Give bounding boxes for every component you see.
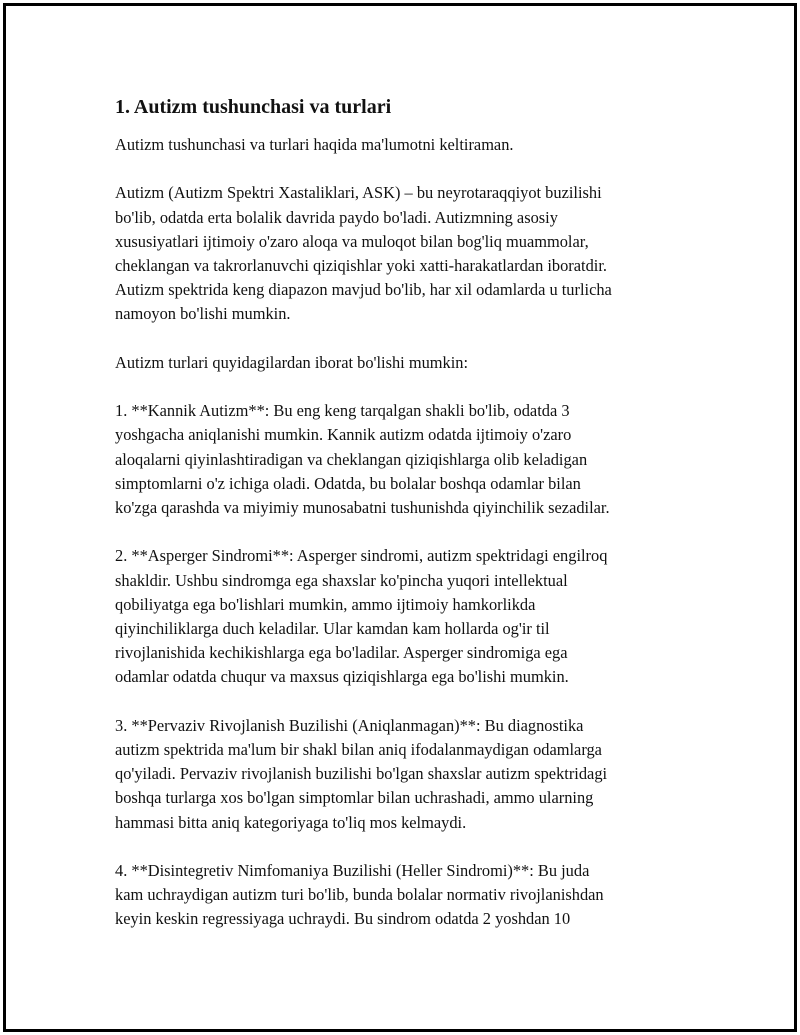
document-title: 1. Autizm tushunchasi va turlari — [115, 96, 392, 118]
paragraph-type-4: 4. **Disintegretiv Nimfomaniya Buzilishi (Heller Sindromi)**: Bu juda kam uchraydigan autizm turi bo'lib, bunda bolalar normativ rivojlanishdan keyin keskin regressiyaga uchraydi. Bu sindrom odatda 2 yoshdan 10 — [115, 861, 604, 929]
paragraph-type-1: 1. **Kannik Autizm**: Bu eng keng tarqalgan shakli bo'lib, odatda 3 yoshgacha aniqlanishi mumkin. Kannik autizm odatda ijtimoiy o'zaro aloqalarni qiyinlashtiradigan va cheklangan qiziqishlarga olib keladigan simptomlarni o'z ichiga oladi. Odatda, bu bolalar boshqa odamlar bilan ko'zga qarashda va miyimiy munosabatni tushunishda qiyinchilik sezadilar. — [115, 401, 610, 517]
paragraph-definition: Autizm (Autizm Spektri Xastaliklari, ASK) – bu neyrotaraqqiyot buzilishi bo'lib, odatda erta bolalik davrida paydo bo'ladi. Autizmning asosiy xususiyatlari ijtimoiy o'zaro aloqa va muloqot bilan bog'liq muammolar, cheklangan va takrorlanuvchi qiziqishlar yoki xatti-harakatlardan iboratdir. Autizm spektrida keng diapazon mavjud bo'lib, har xil odamlarda u turlicha namoyon bo'lishi mumkin. — [115, 183, 612, 324]
paragraph-type-3: 3. **Pervaziv Rivojlanish Buzilishi (Aniqlanmagan)**: Bu diagnostika autizm spektrida ma'lum bir shakl bilan aniq ifodalanmaydigan odamlarga qo'yiladi. Pervaziv rivojlanish buzilishi bo'lgan shaxslar autizm spektridagi boshqa turlarga xos bo'lgan simptomlar bilan uchrashadi, ammo ularning hammasi bitta aniq kategoriyaga to'liq mos kelmaydi. — [115, 715, 608, 832]
paragraph-intro: Autizm tushunchasi va turlari haqida ma'lumotni keltiraman. — [115, 135, 514, 154]
document-body — [115, 95, 685, 956]
paragraph-types-lead: Autizm turlari quyidagilardan iborat bo'lishi mumkin: — [115, 352, 469, 372]
paragraph-type-2: 2. **Asperger Sindromi**: Asperger sindromi, autizm spektridagi engilroq shakldir. Ushbu sindromga ega shaxslar ko'pincha yuqori intellektual qobiliyatga ega bo'lishlari mumkin, ammo ijtimoiy hamkorlikda qiyinchiliklarga duch keladilar. Ular kamdan kam hollarda og'ir til rivojlanishida kechikishlarga ega bo'ladilar. Asperger sindromiga ega odamlar odatda chuqur va maxsus qiziqishlarga ega bo'lishi mumkin. — [115, 546, 608, 687]
